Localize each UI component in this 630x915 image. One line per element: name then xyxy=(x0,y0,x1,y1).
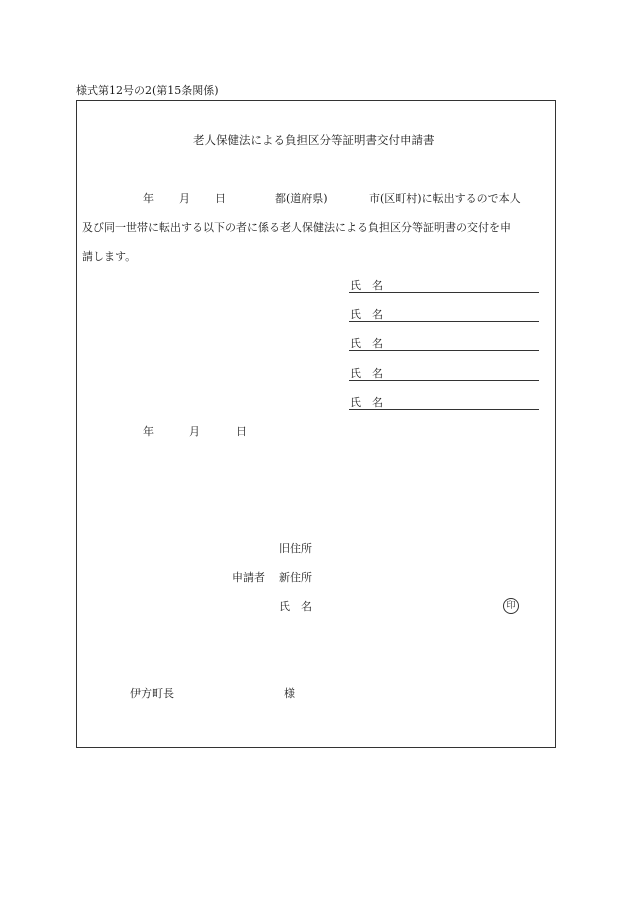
person-name-label: 氏 名 xyxy=(350,308,383,321)
body-month-label: 月 xyxy=(179,192,190,205)
person-name-line xyxy=(349,292,539,293)
applicant-name-label: 氏 名 xyxy=(279,600,312,613)
body-prefecture-label: 都(道府県) xyxy=(275,192,328,205)
person-name-line xyxy=(349,350,539,351)
addressee-honorific: 様 xyxy=(284,687,295,700)
body-year-label: 年 xyxy=(143,192,154,205)
body-line-2: 及び同一世帯に転出する以下の者に係る老人保健法による負担区分等証明書の交付を申 xyxy=(82,221,511,234)
old-address-label: 旧住所 xyxy=(279,542,312,555)
body-city-text: 市(区町村)に転出するので本人 xyxy=(369,192,521,205)
body-day-label: 日 xyxy=(215,192,226,205)
seal-mark: 印 xyxy=(503,598,519,614)
person-name-line xyxy=(349,321,539,322)
person-name-label: 氏 名 xyxy=(350,337,383,350)
addressee-office: 伊方町長 xyxy=(130,687,174,700)
person-name-label: 氏 名 xyxy=(350,367,383,380)
form-number: 様式第12号の2(第15条関係) xyxy=(76,84,219,97)
date-year-label: 年 xyxy=(143,425,154,438)
date-day-label: 日 xyxy=(236,425,247,438)
person-name-line xyxy=(349,380,539,381)
body-line-3: 請します。 xyxy=(82,250,137,263)
applicant-label: 申請者 xyxy=(232,571,265,584)
person-name-label: 氏 名 xyxy=(350,396,383,409)
new-address-label: 新住所 xyxy=(279,571,312,584)
person-name-label: 氏 名 xyxy=(350,279,383,292)
date-month-label: 月 xyxy=(189,425,200,438)
person-name-line xyxy=(349,409,539,410)
form-title: 老人保健法による負担区分等証明書交付申請書 xyxy=(193,133,435,147)
